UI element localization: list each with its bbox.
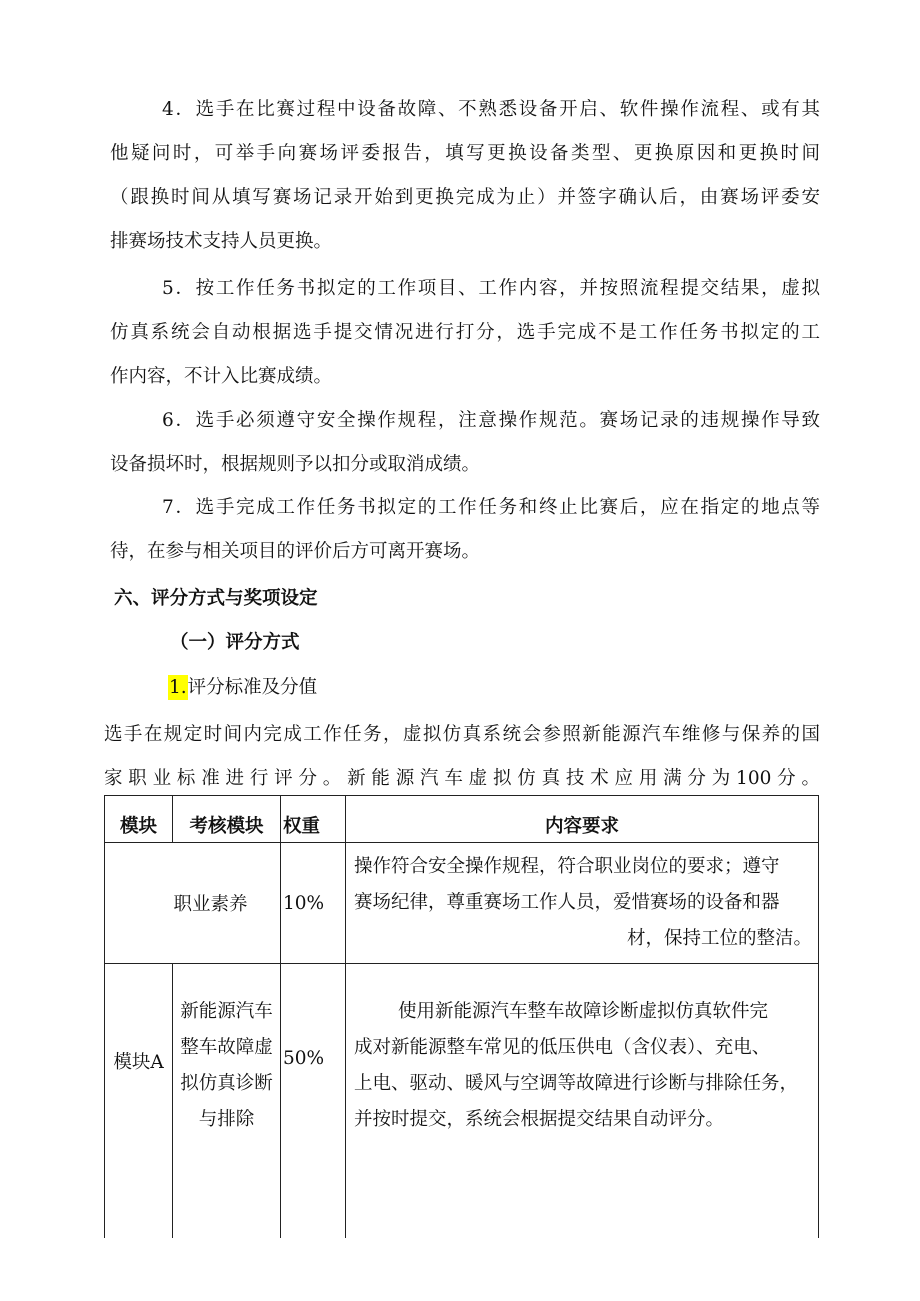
text-line: 操作符合安全操作规程，符合职业岗位的要求；遵守 (354, 856, 780, 877)
cell-requirements (346, 843, 819, 964)
scoring-table (104, 795, 819, 1238)
paragraph-item-4 (110, 88, 820, 264)
paragraph-item-5 (110, 267, 820, 399)
text-line: 并按时提交，系统会根据提交结果自动评分。 (354, 1109, 725, 1130)
subsubsection-title (168, 673, 317, 699)
text-line: 待，在参与相关项目的评价后方可离开赛场。 (110, 541, 481, 562)
header-assessment-module: 考核模块 (173, 796, 281, 843)
cell-module-name: 职业素养 (105, 843, 281, 964)
cell-module: 模块A (105, 964, 173, 1239)
text-line: 上电、驱动、暖风与空调等故障进行诊断与排除任务， (354, 1073, 799, 1094)
cell-weight: 50% (281, 964, 346, 1239)
text-line: 5．按工作任务书拟定的工作项目、工作内容，并按照流程提交结果，虚拟 (162, 278, 820, 299)
text-line: 他疑问时，可举手向赛场评委报告，填写更换设备类型、更换原因和更换时间 (110, 143, 820, 164)
text-line: 6．选手必须遵守安全操作规程，注意操作规范。赛场记录的违规操作导致 (162, 410, 820, 431)
table-header-row (105, 796, 819, 843)
paragraph-item-7 (110, 486, 820, 574)
subsubsection-label: 评分标准及分值 (187, 677, 318, 698)
text-line: 整车故障虚 (180, 1037, 273, 1058)
text-line: 选手在规定时间内完成工作任务，虚拟仿真系统会参照新能源汽车维修与保养的国 (104, 724, 820, 745)
cell-module-name (173, 964, 281, 1239)
intro-paragraph (104, 713, 820, 801)
subsection-title: （一）评分方式 (170, 632, 300, 653)
cell-weight: 10% (281, 843, 346, 964)
text-line: 赛场纪律，尊重赛场工作人员，爱惜赛场的设备和器 (354, 892, 780, 913)
text-line: （跟换时间从填写赛场记录开始到更换完成为止）并签字确认后，由赛场评委安 (110, 187, 820, 208)
text-line: 新能源汽车 (180, 1001, 273, 1022)
text-line: 成对新能源整车常见的低压供电（含仪表）、充电、 (354, 1037, 771, 1058)
paragraph-item-6 (110, 399, 820, 487)
text-line: 仿真系统会自动根据选手提交情况进行打分，选手完成不是工作任务书拟定的工 (110, 322, 820, 343)
cell-requirements (346, 964, 819, 1239)
highlighted-number: 1. (169, 677, 187, 698)
section-title: 六、评分方式与奖项设定 (114, 588, 318, 609)
text-line: 家职业标准进行评分。新能源汽车虚拟仿真技术应用满分为100分。 (104, 768, 820, 789)
text-line: 排赛场技术支持人员更换。 (110, 231, 333, 252)
text-line: 作内容，不计入比赛成绩。 (110, 366, 333, 387)
text-line: 与排除 (198, 1109, 255, 1130)
header-content-requirements: 内容要求 (346, 796, 819, 843)
header-weight: 权重 (281, 796, 346, 843)
text-line: 使用新能源汽车整车故障诊断虚拟仿真软件完 (398, 1001, 769, 1022)
table-row (105, 964, 819, 1239)
text-line: 设备损坏时，根据规则予以扣分或取消成绩。 (110, 454, 481, 475)
table-row (105, 843, 819, 964)
text-line: 材，保持工位的整洁。 (626, 928, 812, 949)
text-line: 4．选手在比赛过程中设备故障、不熟悉设备开启、软件操作流程、或有其 (162, 99, 820, 120)
text-line: 拟仿真诊断 (180, 1073, 273, 1094)
text-line: 7．选手完成工作任务书拟定的工作任务和终止比赛后，应在指定的地点等 (162, 497, 820, 518)
header-module: 模块 (105, 796, 173, 843)
